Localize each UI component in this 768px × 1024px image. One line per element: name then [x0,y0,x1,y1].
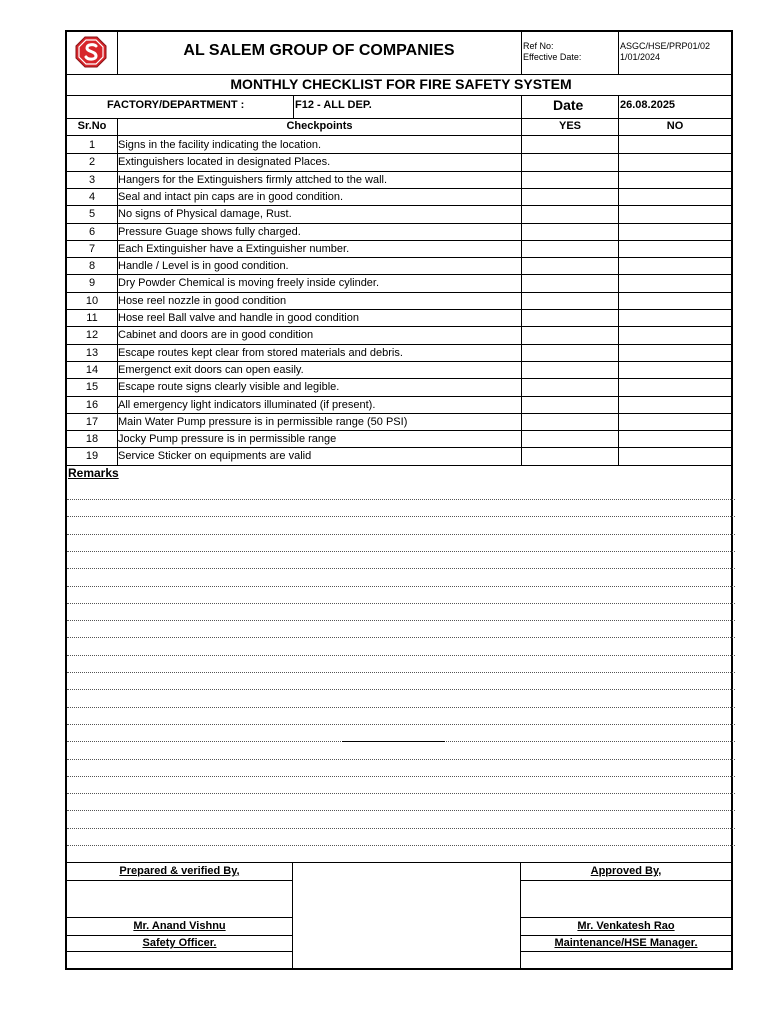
row-number: 8 [88,260,96,273]
remarks-line[interactable] [67,534,735,535]
rule [618,95,619,118]
column-header-yes: YES [558,120,581,132]
yes-cell[interactable] [522,430,618,446]
no-cell[interactable] [619,344,731,360]
yes-cell[interactable] [522,223,618,239]
effective-date-label: Effective Date: [523,52,582,62]
row-number: 17 [85,415,99,428]
yes-cell[interactable] [522,378,618,394]
no-cell[interactable] [619,326,731,342]
yes-cell[interactable] [522,153,618,169]
no-cell[interactable] [619,136,731,152]
yes-cell[interactable] [522,396,618,412]
yes-cell[interactable] [522,240,618,256]
company-name: AL SALEM GROUP OF COMPANIES [183,42,455,59]
no-cell[interactable] [619,447,731,463]
rule [520,917,731,918]
no-cell[interactable] [619,396,731,412]
row-number: 2 [88,156,96,169]
prepared-by-role: Safety Officer. [142,937,217,949]
row-checkpoint: No signs of Physical damage, Rust. [118,208,292,221]
row-checkpoint: Emergenct exit doors can open easily. [118,363,304,376]
no-cell[interactable] [619,205,731,221]
rule [520,951,731,952]
no-cell[interactable] [619,430,731,446]
ref-label: Ref No: [523,41,554,51]
rule [67,935,292,936]
yes-cell[interactable] [522,171,618,187]
row-checkpoint: Each Extinguisher have a Extinguisher number. [118,242,350,255]
remarks-line[interactable] [67,828,735,829]
prepared-by-label: Prepared & verified By, [119,865,240,877]
no-cell[interactable] [619,378,731,394]
yes-cell[interactable] [522,361,618,377]
no-cell[interactable] [619,292,731,308]
row-checkpoint: Main Water Pump pressure is in permissible range (50 PSI) [118,415,408,428]
yes-cell[interactable] [522,257,618,273]
stop-sign-s-logo-icon [75,36,107,68]
rule [67,862,731,863]
form-title: MONTHLY CHECKLIST FOR FIRE SAFETY SYSTEM [230,76,572,92]
prepared-by-name: Mr. Anand Vishnu [133,920,226,932]
row-number: 9 [88,277,96,290]
yes-cell[interactable] [522,136,618,152]
yes-cell[interactable] [522,188,618,204]
remarks-label: Remarks [68,466,119,480]
row-checkpoint: Cabinet and doors are in good condition [118,329,314,342]
ref-value: ASGC/HSE/PRP01/02 [620,41,711,51]
approved-by-label: Approved By, [590,865,662,877]
no-cell[interactable] [619,223,731,239]
remarks-line[interactable] [67,759,735,760]
yes-cell[interactable] [522,274,618,290]
remarks-line[interactable] [67,689,735,690]
remarks-line[interactable] [67,603,735,604]
remarks-line[interactable] [67,707,735,708]
remarks-underline [342,741,445,742]
row-number: 11 [86,312,98,324]
row-number: 5 [88,208,96,221]
rule [67,118,731,119]
department-value: F12 - ALL DEP. [295,99,372,111]
no-cell[interactable] [619,257,731,273]
remarks-line[interactable] [67,672,735,673]
row-checkpoint: Extinguishers located in designated Places. [118,156,331,169]
effective-date-value: 1/01/2024 [620,52,661,62]
rule [67,917,292,918]
approved-by-name: Mr. Venkatesh Rao [577,920,675,932]
no-cell[interactable] [619,309,731,325]
yes-cell[interactable] [522,413,618,429]
row-checkpoint: Handle / Level is in good condition. [118,260,289,273]
header-divider [521,32,522,74]
no-cell[interactable] [619,413,731,429]
rule [520,862,521,970]
column-header-checkpoints: Checkpoints [286,120,353,132]
no-cell[interactable] [619,240,731,256]
no-cell[interactable] [619,361,731,377]
remarks-line[interactable] [67,810,735,811]
header-divider [117,32,118,74]
row-number: 16 [85,398,99,411]
yes-cell[interactable] [522,205,618,221]
remarks-line[interactable] [67,793,735,794]
remarks-line[interactable] [67,568,735,569]
remarks-line[interactable] [67,620,735,621]
column-header-no: NO [666,120,684,132]
row-number: 6 [88,225,96,238]
row-number: 1 [88,139,96,151]
row-checkpoint: Dry Powder Chemical is moving freely inside cylinder. [118,277,380,290]
remarks-line[interactable] [67,655,735,656]
row-checkpoint: Signs in the facility indicating the location. [118,139,322,151]
department-label: FACTORY/DEPARTMENT : [107,99,245,111]
row-number: 18 [85,433,99,446]
date-value: 26.08.2025 [620,99,676,111]
row-checkpoint: Service Sticker on equipments are valid [118,450,312,463]
row-number: 15 [85,381,99,394]
remarks-line[interactable] [67,637,735,638]
row-checkpoint: Hose reel Ball valve and handle in good condition [118,312,359,324]
row-checkpoint: All emergency light indicators illuminated (if present). [118,398,376,411]
approved-by-role: Maintenance/HSE Manager. [554,937,698,949]
row-number: 4 [88,190,96,203]
row-checkpoint: Hangers for the Extinguishers firmly attched to the wall. [118,173,388,186]
row-checkpoint: Pressure Guage shows fully charged. [118,225,301,238]
yes-cell[interactable] [522,326,618,342]
rule [292,862,293,970]
date-label: Date [553,97,584,113]
remarks-line[interactable] [67,776,735,777]
row-number: 7 [88,242,96,255]
rule [67,465,731,466]
checklist-sheet [65,30,733,970]
rule [67,95,731,96]
row-checkpoint: Jocky Pump pressure is in permissible range [118,433,337,446]
remarks-line[interactable] [67,845,735,846]
no-cell[interactable] [619,274,731,290]
row-number: 10 [85,294,99,307]
no-cell[interactable] [619,188,731,204]
remarks-line[interactable] [67,586,735,587]
yes-cell[interactable] [522,309,618,325]
rule [521,95,522,118]
rule [520,935,731,936]
yes-cell[interactable] [522,292,618,308]
yes-cell[interactable] [522,344,618,360]
no-cell[interactable] [619,171,731,187]
row-checkpoint: Escape routes kept clear from stored materials and debris. [118,346,403,359]
rule [67,951,292,952]
remarks-line[interactable] [67,551,735,552]
remarks-line[interactable] [67,516,735,517]
row-number: 13 [85,346,99,359]
yes-cell[interactable] [522,447,618,463]
row-number: 12 [85,329,99,342]
row-checkpoint: Hose reel nozzle in good condition [118,294,287,307]
rule [293,95,294,118]
row-checkpoint: Seal and intact pin caps are in good condition. [118,190,344,203]
rule [67,880,292,881]
rule [520,880,731,881]
rule [67,74,731,75]
remarks-line[interactable] [67,499,735,500]
row-number: 19 [85,450,99,463]
row-number: 3 [88,173,96,186]
no-cell[interactable] [619,153,731,169]
column-header-srno: Sr.No [77,120,107,132]
row-checkpoint: Escape route signs clearly visible and legible. [118,381,340,394]
row-number: 14 [85,363,99,376]
header-divider [618,32,619,74]
remarks-line[interactable] [67,724,735,725]
